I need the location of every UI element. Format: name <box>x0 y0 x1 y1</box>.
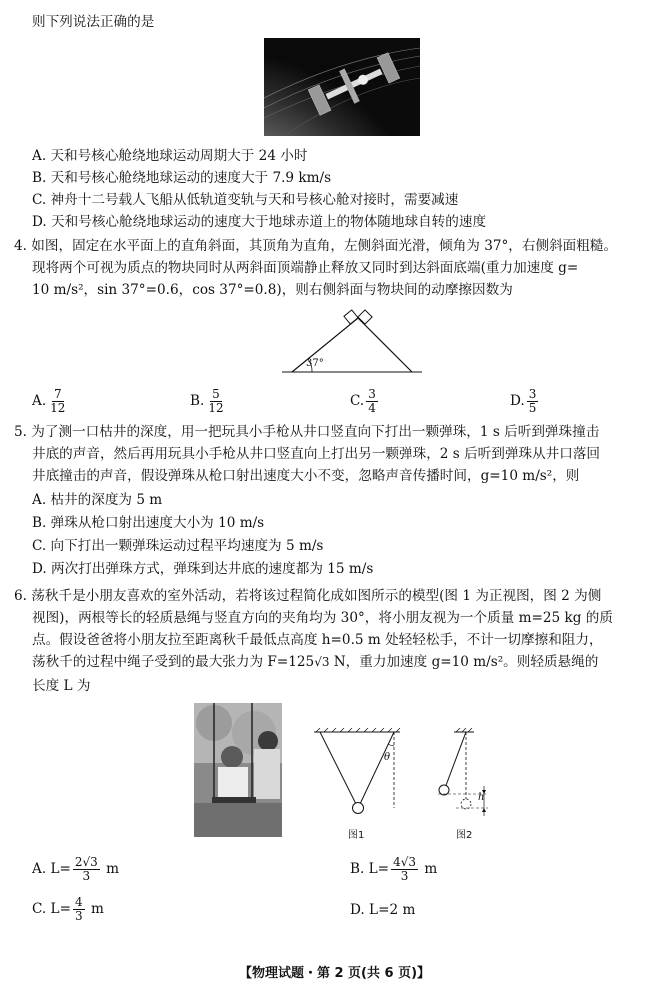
q3-option-c: C. 神舟十二号载人飞船从低轨道变轨与天和号核心舱对接时，需要减速 <box>32 192 459 208</box>
q6-stem-line1: 6. 荡秋千是小朋友喜欢的室外活动，若将该过程简化成如图所示的模型(图 1 为正视图，图 2 为侧 <box>14 588 602 604</box>
q5-stem-line1: 5. 为了测一口枯井的深度，用一把玩具小手枪从井口竖直向下打出一颗弹珠，1 s 后听到弹珠撞击 <box>14 424 600 440</box>
q6-stem-line3: 点。假设爸爸将小朋友拉至距离秋千最低点高度 h=0.5 m 处轻轻松手，不计一切摩擦和阻力， <box>32 632 603 648</box>
q3-option-a: A. 天和号核心舱绕地球运动周期大于 24 小时 <box>32 148 308 164</box>
q6-option-c: C. L= $\frac{4}{3}$ m <box>32 895 104 923</box>
q5-option-b: B. 弹珠从枪口射出速度大小为 10 m/s <box>32 515 265 531</box>
figure1-caption: 图1 <box>348 830 365 841</box>
space-station-photo <box>264 38 420 136</box>
q6-stem-line5: 长度 L 为 <box>32 678 91 694</box>
figure2-caption: 图2 <box>456 830 473 841</box>
swing-photo <box>194 703 282 837</box>
figure1-front-view <box>314 728 404 840</box>
q4-option-b: B. $\frac{5}{12}$ <box>190 387 224 415</box>
h-label: h <box>478 792 485 803</box>
intro-text: 则下列说法正确的是 <box>32 14 155 30</box>
q6-stem-line4: 荡秋千的过程中绳子受到的最大张力为 F=125√3 N，重力加速度 g=10 m/s²。则轻质悬绳的 <box>32 654 599 670</box>
q6-option-b: B. L= $\frac{4√3}{3}$ m <box>350 855 438 883</box>
q4-stem-line1: 4. 如图，固定在水平面上的直角斜面，其顶角为直角，左侧斜面光滑，倾角为 37°，右侧斜面粗糙。 <box>14 238 618 254</box>
q5-option-a: A. 枯井的深度为 5 m <box>32 492 163 508</box>
q4-option-d: D. $\frac{3}{5}$ <box>510 387 537 415</box>
q4-stem-line3: 10 m/s²，sin 37°=0.6，cos 37°=0.8)，则右侧斜面与物块间的动摩擦因数为 <box>32 282 513 298</box>
q4-stem-line2: 现将两个可视为质点的物块同时从两斜面顶端静止释放又同时到达斜面底端(重力加速度 g= <box>32 260 579 276</box>
q5-option-d: D. 两次打出弹珠方式，弹珠到达井底的速度都为 15 m/s <box>32 561 374 577</box>
q4-option-a: A. $\frac{7}{12}$ <box>32 387 66 415</box>
q6-option-d: D. L=2 m <box>350 902 416 918</box>
angle-label: 37° <box>306 358 324 369</box>
q6-stem-line2: 视图)，两根等长的轻质悬绳与竖直方向的夹角均为 30°，将小朋友视为一个质量 m=25 kg 的质 <box>32 610 613 626</box>
theta-label: θ <box>384 752 391 763</box>
q5-stem-line2: 井底的声音，然后再用玩具小手枪从井口竖直向上打出另一颗弹珠，2 s 后听到弹珠从井口落回 <box>32 446 601 462</box>
q5-option-c: C. 向下打出一颗弹珠运动过程平均速度为 5 m/s <box>32 538 324 554</box>
q5-stem-line3: 井底撞击的声音，假设弹珠从枪口射出速度大小不变，忽略声音传播时间，g=10 m/s²，则 <box>32 468 580 484</box>
q3-option-d: D. 天和号核心舱绕地球运动的速度大于地球赤道上的物体随地球自转的速度 <box>32 214 487 230</box>
q3-option-b: B. 天和号核心舱绕地球运动的速度大于 7.9 km/s <box>32 170 332 186</box>
incline-diagram <box>282 306 422 376</box>
q4-option-c: C. $\frac{3}{4}$ <box>350 387 376 415</box>
page-footer: 【物理试题・第 2 页(共 6 页)】 <box>238 966 431 981</box>
figure2-side-view <box>434 728 494 840</box>
q6-option-a: A. L= $\frac{2√3}{3}$ m <box>32 855 120 883</box>
